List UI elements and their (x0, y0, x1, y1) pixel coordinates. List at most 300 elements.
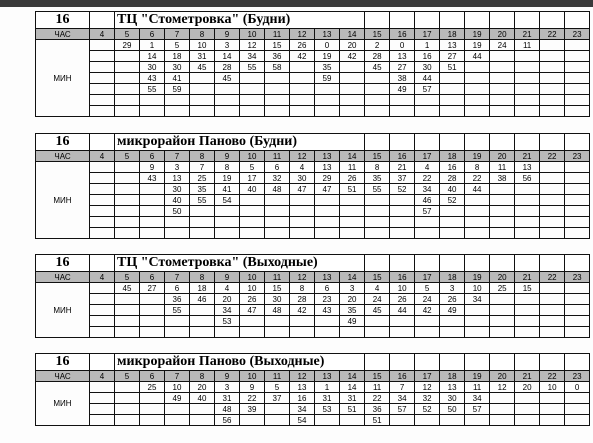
minute-cell: 45 (365, 62, 390, 73)
minute-cell (140, 106, 165, 117)
minute-cell (515, 217, 540, 228)
minute-cell (265, 228, 290, 239)
minute-cell (315, 84, 340, 95)
route-number: 16 (36, 134, 90, 151)
minute-cell: 13 (315, 162, 340, 173)
minute-cell: 45 (115, 283, 140, 294)
minute-cell (465, 217, 490, 228)
hour-cell: 9 (215, 272, 240, 283)
minute-cell (440, 95, 465, 106)
minute-cell: 15 (265, 283, 290, 294)
hours-header-row (36, 371, 590, 382)
minute-cell (540, 206, 565, 217)
hour-cell: 16 (390, 272, 415, 283)
minute-cell: 55 (190, 195, 215, 206)
title-blank-cell (515, 354, 540, 371)
title-blank-cell (440, 255, 465, 272)
minute-cell (290, 106, 315, 117)
minute-cell (565, 393, 590, 404)
minute-cell: 52 (440, 195, 465, 206)
minute-cell (565, 228, 590, 239)
minute-cell: 49 (390, 84, 415, 95)
minute-cell (190, 206, 215, 217)
minute-cell (265, 195, 290, 206)
minute-cell: 12 (415, 382, 440, 393)
minute-cell (115, 195, 140, 206)
title-blank-cell (565, 134, 590, 151)
hour-cell: 17 (415, 151, 440, 162)
minute-cell (565, 415, 590, 426)
minute-cell: 24 (365, 294, 390, 305)
schedule-table (35, 11, 590, 117)
minute-cell: 3 (340, 283, 365, 294)
hour-cell: 12 (290, 272, 315, 283)
minute-cell: 6 (265, 162, 290, 173)
hour-cell: 4 (90, 151, 115, 162)
minute-cell (515, 206, 540, 217)
minute-cell: 15 (265, 40, 290, 51)
minute-cell (415, 415, 440, 426)
minute-cell: 30 (265, 294, 290, 305)
minutes-row (36, 206, 590, 217)
minute-cell (540, 195, 565, 206)
minute-cell (540, 294, 565, 305)
minute-cell: 45 (365, 305, 390, 316)
hour-cell: 6 (140, 29, 165, 40)
minute-cell: 40 (440, 184, 465, 195)
minute-cell (340, 206, 365, 217)
minute-cell (415, 316, 440, 327)
minute-cell: 26 (290, 40, 315, 51)
minute-cell (140, 195, 165, 206)
minute-cell: 29 (315, 173, 340, 184)
hour-cell: 12 (290, 29, 315, 40)
minute-cell (90, 162, 115, 173)
minute-cell (565, 316, 590, 327)
minute-cell (565, 217, 590, 228)
minute-cell: 1 (140, 40, 165, 51)
minute-cell: 44 (465, 184, 490, 195)
hour-cell: 7 (165, 29, 190, 40)
minute-cell: 1 (415, 40, 440, 51)
minute-cell (340, 95, 365, 106)
minute-cell: 52 (415, 404, 440, 415)
minute-cell (490, 316, 515, 327)
minute-cell: 22 (365, 393, 390, 404)
minute-cell (190, 305, 215, 316)
minute-cell (290, 206, 315, 217)
minute-cell: 11 (465, 382, 490, 393)
minute-cell (515, 305, 540, 316)
hour-cell: 18 (440, 29, 465, 40)
minute-cell: 42 (415, 305, 440, 316)
minute-cell (540, 404, 565, 415)
title-spacer (90, 354, 115, 371)
schedule-table (35, 353, 590, 426)
hour-cell: 12 (290, 151, 315, 162)
top-bar (0, 0, 593, 7)
minute-cell (240, 415, 265, 426)
minute-cell (565, 294, 590, 305)
minute-cell: 34 (465, 294, 490, 305)
title-spacer (90, 12, 115, 29)
minute-cell (140, 95, 165, 106)
minute-cell (340, 106, 365, 117)
minute-cell: 12 (240, 40, 265, 51)
minute-cell (265, 217, 290, 228)
minute-cell: 40 (190, 393, 215, 404)
minute-cell (140, 393, 165, 404)
minute-cell (115, 228, 140, 239)
minute-cell (515, 195, 540, 206)
minute-cell: 27 (140, 283, 165, 294)
minute-cell: 26 (340, 173, 365, 184)
minute-cell: 25 (140, 382, 165, 393)
minute-cell: 44 (415, 73, 440, 84)
minute-cell (540, 316, 565, 327)
minute-cell (465, 95, 490, 106)
minute-cell (115, 51, 140, 62)
title-blank-cell (490, 354, 515, 371)
minute-cell (465, 195, 490, 206)
minute-cell: 51 (440, 62, 465, 73)
minute-cell (490, 228, 515, 239)
minute-cell (290, 95, 315, 106)
minute-cell (190, 415, 215, 426)
minute-cell (440, 73, 465, 84)
minute-cell (490, 84, 515, 95)
minute-cell: 15 (515, 283, 540, 294)
minute-cell (515, 51, 540, 62)
minute-cell (90, 283, 115, 294)
minute-cell (340, 228, 365, 239)
title-blank-cell (465, 255, 490, 272)
hour-cell: 16 (390, 371, 415, 382)
minute-cell: 55 (365, 184, 390, 195)
route-number: 16 (36, 12, 90, 29)
minute-cell (340, 327, 365, 338)
minute-cell (115, 404, 140, 415)
minute-cell: 47 (315, 184, 340, 195)
hour-cell: 22 (540, 371, 565, 382)
minute-cell (290, 84, 315, 95)
title-blank-cell (490, 134, 515, 151)
minute-cell (315, 106, 340, 117)
minute-cell: 5 (265, 382, 290, 393)
minute-cell (565, 327, 590, 338)
minute-cell (565, 95, 590, 106)
hours-header-row (36, 151, 590, 162)
minutes-row (36, 73, 590, 84)
title-blank-cell (440, 134, 465, 151)
minute-cell (115, 415, 140, 426)
minute-cell (365, 327, 390, 338)
title-blank-cell (540, 354, 565, 371)
hour-cell: 17 (415, 29, 440, 40)
minute-cell (140, 327, 165, 338)
minute-cell (215, 206, 240, 217)
minute-cell: 10 (390, 283, 415, 294)
minute-cell: 43 (140, 173, 165, 184)
minute-cell (190, 316, 215, 327)
minute-cell: 18 (190, 283, 215, 294)
minute-cell: 59 (315, 73, 340, 84)
minute-cell: 7 (190, 162, 215, 173)
minute-cell: 25 (490, 283, 515, 294)
minute-cell: 41 (215, 184, 240, 195)
minute-cell (140, 415, 165, 426)
minute-cell: 36 (265, 51, 290, 62)
minute-cell (215, 84, 240, 95)
schedule-title-row (36, 12, 590, 29)
minute-cell: 30 (165, 184, 190, 195)
hour-cell: 8 (190, 371, 215, 382)
title-blank-cell (365, 255, 390, 272)
hour-cell: 19 (465, 371, 490, 382)
minute-cell (240, 316, 265, 327)
minute-cell (490, 305, 515, 316)
minute-cell: 54 (290, 415, 315, 426)
minute-cell (215, 217, 240, 228)
minute-cell: 53 (315, 404, 340, 415)
hour-cell: 6 (140, 151, 165, 162)
title-blank-cell (465, 354, 490, 371)
minute-cell (240, 228, 265, 239)
title-blank-cell (515, 12, 540, 29)
schedule-title: микрорайон Паново (Выходные) (115, 354, 365, 371)
hour-cell: 18 (440, 272, 465, 283)
minute-cell: 44 (390, 305, 415, 316)
hour-cell: 14 (340, 151, 365, 162)
minute-cell (115, 184, 140, 195)
minute-cell: 49 (165, 393, 190, 404)
hour-cell: 21 (515, 151, 540, 162)
minute-cell: 57 (415, 206, 440, 217)
minute-cell (515, 415, 540, 426)
minute-cell: 28 (440, 173, 465, 184)
minute-cell (115, 62, 140, 73)
minute-cell (265, 327, 290, 338)
hour-cell: 9 (215, 151, 240, 162)
minutes-row (36, 327, 590, 338)
minute-cell (115, 382, 140, 393)
minute-cell (490, 217, 515, 228)
hour-cell: 14 (340, 272, 365, 283)
minute-cell: 5 (415, 283, 440, 294)
minute-cell (115, 316, 140, 327)
minute-cell: 52 (390, 184, 415, 195)
minute-cell (290, 195, 315, 206)
minute-cell (340, 195, 365, 206)
minute-cell: 22 (240, 393, 265, 404)
minutes-row (36, 62, 590, 73)
hours-header-row (36, 272, 590, 283)
minutes-label-text: МИН (53, 73, 72, 83)
minute-cell (565, 40, 590, 51)
minute-cell (490, 415, 515, 426)
minute-cell: 20 (340, 294, 365, 305)
minute-cell (565, 162, 590, 173)
minute-cell: 57 (415, 84, 440, 95)
minute-cell (315, 327, 340, 338)
minute-cell (390, 228, 415, 239)
minute-cell (390, 95, 415, 106)
minute-cell (565, 62, 590, 73)
minute-cell (540, 73, 565, 84)
minute-cell: 20 (340, 40, 365, 51)
hour-cell: 7 (165, 151, 190, 162)
title-blank-cell (415, 134, 440, 151)
title-blank-cell (440, 354, 465, 371)
minute-cell: 5 (165, 40, 190, 51)
minute-cell: 49 (340, 316, 365, 327)
hour-cell: 13 (315, 151, 340, 162)
minutes-row (36, 305, 590, 316)
minute-cell (115, 393, 140, 404)
minute-cell (390, 316, 415, 327)
schedule-table (35, 133, 590, 239)
title-spacer (90, 134, 115, 151)
minute-cell (190, 217, 215, 228)
hour-cell: 4 (90, 371, 115, 382)
hour-cell: 19 (465, 272, 490, 283)
minutes-row (36, 404, 590, 415)
minute-cell (90, 294, 115, 305)
hour-cell: 20 (490, 371, 515, 382)
minute-cell (565, 305, 590, 316)
minute-cell (265, 84, 290, 95)
minute-cell (440, 316, 465, 327)
title-blank-cell (365, 12, 390, 29)
minute-cell (115, 84, 140, 95)
minute-cell: 9 (140, 162, 165, 173)
schedule-title: микрорайон Паново (Будни) (115, 134, 365, 151)
title-blank-cell (515, 134, 540, 151)
minute-cell: 27 (390, 62, 415, 73)
minute-cell: 36 (365, 404, 390, 415)
minute-cell: 36 (165, 294, 190, 305)
title-blank-cell (390, 354, 415, 371)
hour-cell: 8 (190, 272, 215, 283)
hour-cell: 7 (165, 272, 190, 283)
minute-cell (140, 206, 165, 217)
minute-cell: 13 (290, 382, 315, 393)
minute-cell (490, 294, 515, 305)
minute-cell: 13 (165, 173, 190, 184)
minute-cell (190, 84, 215, 95)
minute-cell (540, 84, 565, 95)
minute-cell (240, 73, 265, 84)
hour-cell: 11 (265, 29, 290, 40)
minute-cell: 8 (290, 283, 315, 294)
title-blank-cell (415, 12, 440, 29)
minute-cell (565, 173, 590, 184)
minute-cell: 38 (390, 73, 415, 84)
minute-cell (465, 106, 490, 117)
minute-cell: 10 (465, 283, 490, 294)
minute-cell (115, 217, 140, 228)
minute-cell: 7 (390, 382, 415, 393)
minute-cell: 32 (415, 393, 440, 404)
hour-cell: 15 (365, 272, 390, 283)
minute-cell: 5 (240, 162, 265, 173)
hour-cell: 13 (315, 371, 340, 382)
minute-cell (490, 195, 515, 206)
minute-cell: 42 (290, 305, 315, 316)
minute-cell: 56 (515, 173, 540, 184)
minute-cell (290, 62, 315, 73)
minute-cell: 26 (390, 294, 415, 305)
minute-cell: 11 (490, 162, 515, 173)
minute-cell (315, 316, 340, 327)
minute-cell (290, 316, 315, 327)
minute-cell (365, 84, 390, 95)
minute-cell (465, 206, 490, 217)
minute-cell (90, 173, 115, 184)
minute-cell: 14 (140, 51, 165, 62)
hour-cell: 19 (465, 29, 490, 40)
hour-cell: 8 (190, 29, 215, 40)
minute-cell (540, 184, 565, 195)
minute-cell (565, 283, 590, 294)
minute-cell (190, 327, 215, 338)
minute-cell (540, 283, 565, 294)
minute-cell (90, 62, 115, 73)
minute-cell (90, 382, 115, 393)
minute-cell: 3 (440, 283, 465, 294)
minutes-row (36, 195, 590, 206)
hour-cell: 14 (340, 29, 365, 40)
minute-cell: 30 (440, 393, 465, 404)
hour-cell: 6 (140, 272, 165, 283)
minute-cell (190, 95, 215, 106)
hour-cell: 9 (215, 371, 240, 382)
title-blank-cell (540, 12, 565, 29)
minute-cell (315, 415, 340, 426)
minute-cell (90, 217, 115, 228)
minute-cell (215, 106, 240, 117)
minute-cell (90, 327, 115, 338)
minute-cell (565, 404, 590, 415)
minute-cell: 18 (165, 51, 190, 62)
schedule-title-row (36, 255, 590, 272)
minute-cell (465, 73, 490, 84)
minute-cell: 13 (440, 382, 465, 393)
minute-cell (90, 95, 115, 106)
minutes-label (36, 283, 90, 338)
hour-cell: 10 (240, 29, 265, 40)
minute-cell: 6 (315, 283, 340, 294)
minute-cell (265, 95, 290, 106)
minute-cell (340, 217, 365, 228)
minute-cell: 57 (465, 404, 490, 415)
minute-cell: 34 (390, 393, 415, 404)
minute-cell (190, 228, 215, 239)
minute-cell (90, 404, 115, 415)
minutes-row (36, 283, 590, 294)
hour-cell: 8 (190, 151, 215, 162)
minute-cell (465, 84, 490, 95)
title-blank-cell (565, 354, 590, 371)
hour-cell: 15 (365, 371, 390, 382)
minute-cell: 25 (190, 173, 215, 184)
minute-cell (115, 294, 140, 305)
minute-cell: 29 (115, 40, 140, 51)
hour-cell: 19 (465, 151, 490, 162)
minute-cell: 10 (165, 382, 190, 393)
minute-cell: 32 (265, 173, 290, 184)
minute-cell (565, 106, 590, 117)
